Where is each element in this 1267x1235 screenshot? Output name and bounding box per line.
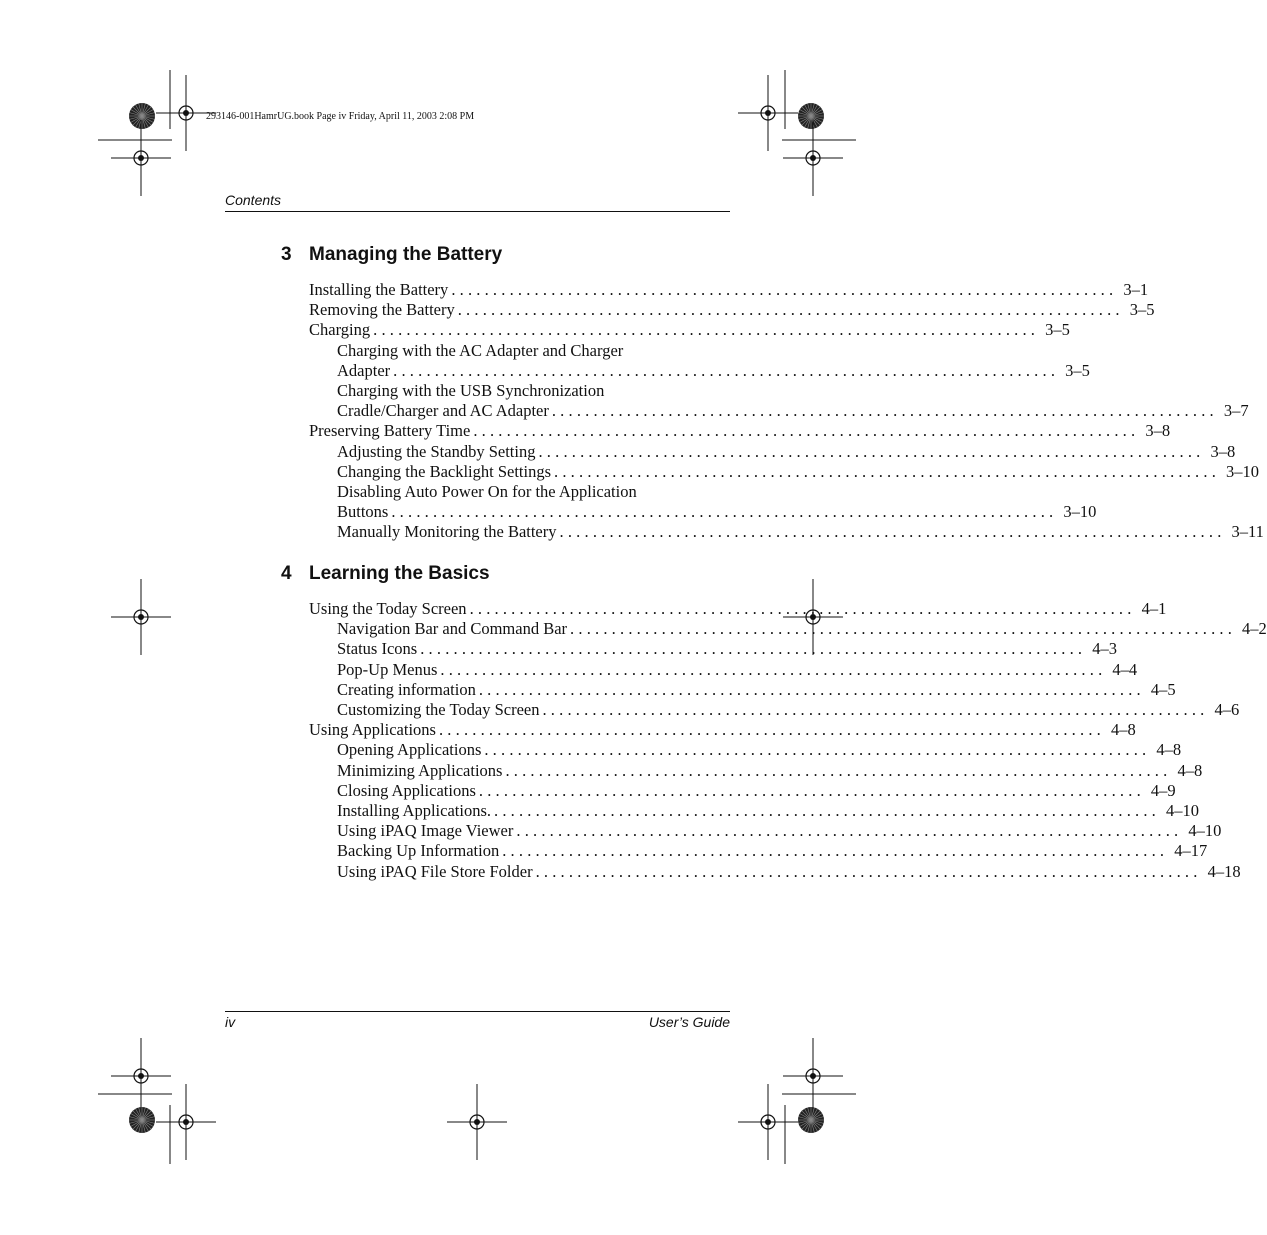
toc-page-number: 3–7 (1223, 401, 1249, 421)
toc-entry[interactable] (337, 381, 730, 401)
toc-page-number: 4–5 (1150, 679, 1176, 699)
toc-entry[interactable] (309, 599, 1167, 619)
dot-leader: ................................................................................ (551, 401, 1218, 421)
toc-entry-title: Removing the Battery (309, 300, 455, 320)
toc-entry-title: Changing the Backlight Settings (337, 461, 552, 481)
toc-entry[interactable] (337, 841, 1208, 861)
dot-leader: ................................................................................ (393, 360, 1060, 380)
toc-entry-title: Adjusting the Standby Setting (337, 441, 536, 461)
registration-target-dot (138, 155, 144, 161)
dot-leader: ................................................................................ (570, 619, 1237, 639)
toc-entry[interactable] (309, 421, 1171, 441)
dot-leader: ................................................................................ (478, 780, 1145, 800)
toc-entry-title: Installing Applications. (337, 801, 491, 820)
toc-entry[interactable] (309, 720, 1136, 740)
toc-entry[interactable] (337, 401, 1249, 421)
toc-entry[interactable] (337, 619, 1267, 639)
running-header: Contents (225, 192, 282, 208)
toc-entry-title: Cradle/Charger and AC Adapter (337, 401, 549, 421)
toc-page-number: 4–4 (1112, 659, 1138, 679)
toc-entry-title: Disabling Auto Power On for the Application (337, 482, 637, 501)
dot-leader: ................................................................................ (457, 300, 1124, 320)
registration-target-dot (765, 110, 771, 116)
toc-page-number: 4–17 (1174, 841, 1208, 861)
toc-page-number: 3–5 (1129, 300, 1155, 320)
toc-page-number: 3–1 (1123, 280, 1149, 299)
dot-leader: ................................................................................ (438, 720, 1105, 740)
toc-entry[interactable] (337, 441, 1236, 462)
chapter-title: Learning the Basics (309, 563, 490, 584)
dot-leader: ................................................................................ (559, 522, 1226, 542)
dot-leader: ................................................................................ (554, 461, 1221, 481)
toc-entry[interactable] (337, 679, 1176, 700)
toc-page-number: 4–8 (1156, 740, 1182, 760)
toc-entry-title: Using iPAQ File Store Folder (337, 861, 533, 881)
toc-page-number: 3–8 (1145, 421, 1171, 441)
toc-entry-title: Using iPAQ Image Viewer (337, 821, 514, 841)
toc-page-number: 4–9 (1150, 780, 1176, 800)
chapter-heading (281, 244, 502, 266)
chapter-number: 4 (281, 563, 292, 584)
toc-page-number: 4–10 (1188, 821, 1222, 841)
dot-leader: ................................................................................ (502, 841, 1169, 861)
footer-guide-title: User’s Guide (648, 1014, 730, 1030)
toc-page-number: 3–10 (1063, 502, 1097, 522)
toc-page-number: 4–8 (1177, 760, 1203, 780)
print-slug: 293146-001HamrUG.book Page iv Friday, April 11, 2003 2:08 PM (206, 111, 475, 122)
toc-page-number: 4–8 (1110, 720, 1136, 740)
toc-entry-title: Charging with the AC Adapter and Charger (337, 340, 624, 360)
toc-page-number: 4–1 (1141, 599, 1167, 618)
toc-entry[interactable] (309, 320, 1070, 340)
dot-leader: ................................................................................ (391, 502, 1058, 522)
toc-entry[interactable] (337, 482, 730, 502)
toc-entry[interactable] (337, 821, 1222, 841)
toc-entry-title: Closing Applications (337, 780, 476, 800)
registration-target-dot (183, 110, 189, 116)
dot-leader: ................................................................................ (535, 861, 1202, 881)
toc-page-number: 4–18 (1207, 861, 1241, 881)
toc-entry-title: Adapter (337, 360, 391, 380)
dot-leader: ................................................................................ (451, 280, 1118, 299)
dot-leader: ................................................................................ (440, 659, 1107, 679)
dot-leader: ................................................................................ (505, 760, 1172, 780)
toc-entry-title: Buttons (337, 502, 389, 522)
toc-entry[interactable] (337, 639, 1117, 659)
footer-rule (225, 1011, 730, 1012)
toc-page-number: 4–3 (1092, 639, 1117, 659)
toc-entry[interactable] (337, 502, 1097, 522)
toc-entry-title: Using Applications (309, 720, 436, 740)
registration-target-dot (183, 1119, 189, 1125)
toc-entry[interactable] (337, 740, 1182, 760)
toc-entry-title: Installing the Battery (309, 280, 449, 299)
registration-target-dot (765, 1119, 771, 1125)
toc-entry-title: Creating information (337, 679, 476, 699)
toc-entry[interactable] (309, 280, 1149, 300)
toc-entry[interactable] (337, 801, 1199, 821)
toc-entry[interactable] (337, 700, 1240, 720)
toc-entry-title: Pop-Up Menus (337, 659, 438, 679)
chapter-title: Managing the Battery (309, 244, 503, 265)
chapter-heading (281, 563, 490, 585)
toc-entry-title: Navigation Bar and Command Bar (337, 619, 568, 639)
dot-leader: ................................................................................ (478, 679, 1145, 699)
toc-entry[interactable] (337, 360, 1090, 381)
dot-leader: ................................................................................ (538, 441, 1205, 461)
toc-entry-title: Status Icons (337, 639, 418, 659)
toc-entry-title: Charging with the USB Synchronization (337, 381, 605, 400)
chapter-number: 3 (281, 244, 292, 265)
registration-target-dot (810, 155, 816, 161)
dot-leader: ................................................................................ (469, 599, 1136, 618)
toc-entry[interactable] (337, 341, 730, 361)
footer-page-number: iv (225, 1014, 236, 1030)
toc-page-number: 4–2 (1242, 619, 1267, 639)
toc-page-number: 3–10 (1226, 461, 1260, 481)
registration-target-dot (810, 1073, 816, 1079)
header-rule (225, 211, 730, 212)
toc-page-number: 3–5 (1045, 320, 1070, 340)
dot-leader: ................................................................................ (542, 700, 1209, 719)
toc-entry[interactable] (337, 760, 1203, 781)
registration-target-dot (138, 614, 144, 620)
toc-entry-title: Backing Up Information (337, 841, 500, 861)
toc-page-number: 4–10 (1166, 801, 1199, 820)
dot-leader: ................................................................................ (516, 821, 1183, 841)
toc-entry[interactable] (309, 300, 1155, 320)
toc-page-number: 3–5 (1065, 360, 1090, 380)
toc-page-number: 3–11 (1231, 522, 1264, 542)
toc-entry-title: Opening Applications (337, 740, 482, 760)
toc-page-number: 4–6 (1214, 700, 1240, 719)
toc-entry-title: Minimizing Applications (337, 760, 503, 780)
dot-leader: ................................................................................ (420, 639, 1087, 659)
dot-leader: ................................................................................ (373, 320, 1040, 340)
toc-entry-title: Charging (309, 320, 371, 340)
toc-entry-title: Customizing the Today Screen (337, 700, 540, 719)
toc-entry-title: Preserving Battery Time (309, 421, 471, 441)
toc-entry[interactable] (337, 780, 1176, 801)
dot-leader: ................................................................................ (473, 421, 1140, 441)
toc-entry[interactable] (337, 861, 1241, 882)
registration-target-dot (138, 1073, 144, 1079)
toc-entry[interactable] (337, 461, 1260, 482)
registration-target-dot (474, 1119, 480, 1125)
toc-entry-title: Manually Monitoring the Battery (337, 522, 557, 542)
toc-entry-title: Using the Today Screen (309, 599, 467, 618)
dot-leader: ................................................................................ (484, 740, 1151, 760)
toc-page-number: 3–8 (1210, 441, 1236, 461)
toc-entry[interactable] (337, 659, 1138, 680)
toc-entry[interactable] (337, 522, 1264, 542)
dot-leader: ................................................................................ (494, 801, 1160, 820)
